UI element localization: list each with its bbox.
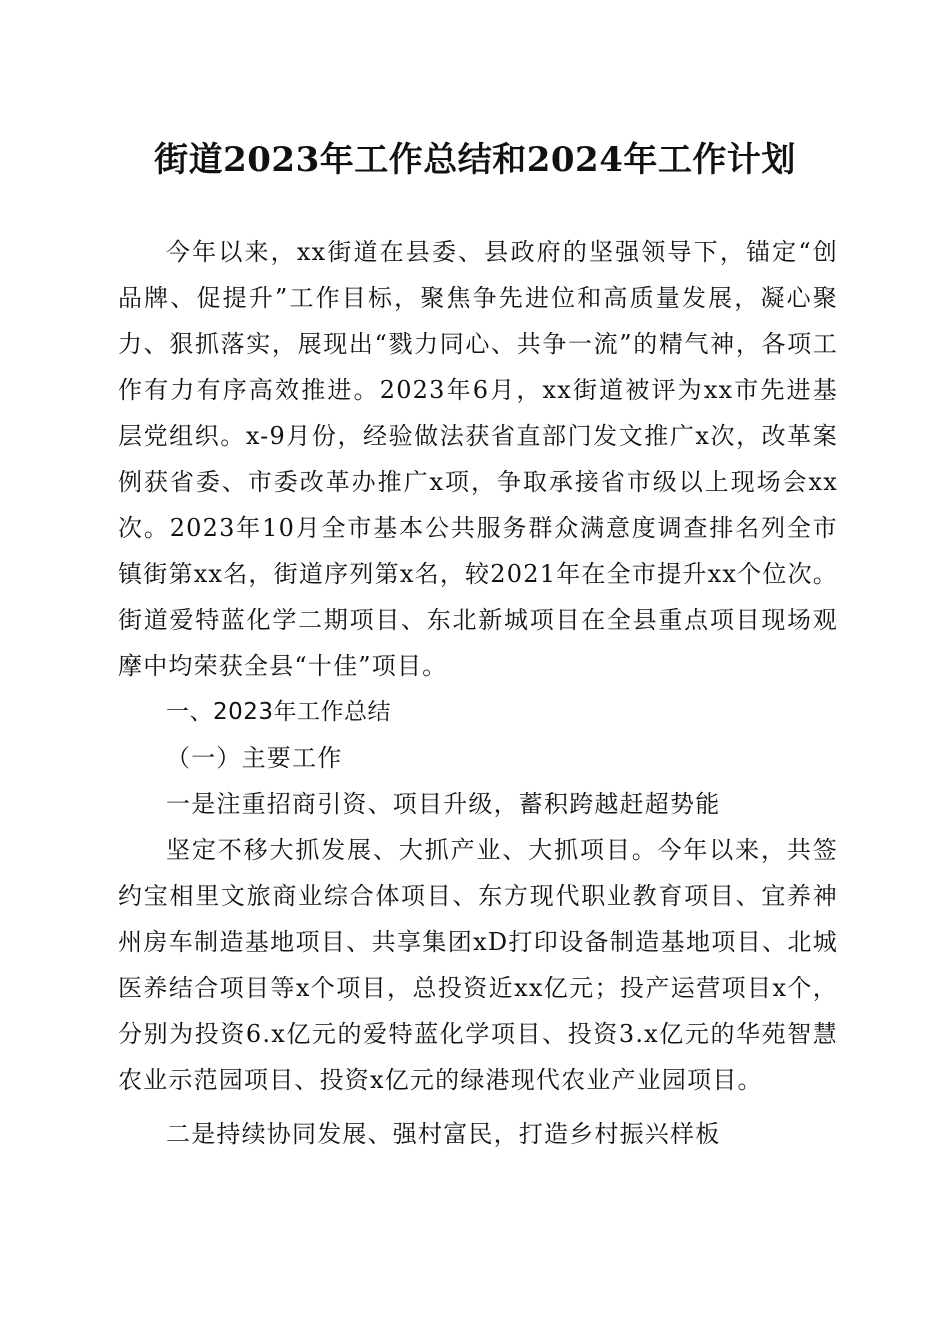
paragraph-gap [118,1103,838,1111]
point-heading-rural-revitalization: 二是持续协同发展、强村富民，打造乡村振兴样板 [166,1120,721,1148]
intro-paragraph: 今年以来，xx街道在县委、县政府的坚强领导下，锚定“创品牌、促提升”工作目标，聚焦争先进位和高质量发展，凝心聚力、狠抓落实，展现出“戮力同心、共争一流”的精气神，各项工作有力有序高效推进。2023年6月，xx街道被评为xx市先进基层党组织。x-9月份，经验做法获省直部门发文推广x次，改革案例获省委、市委改革办推广x项，争取承接省市级以上现场会xx次。2023年10月全市基本公共服务群众满意度调查排名列全市镇街第xx名，街道序列第x名，较2021年在全市提升xx个位次。街道爱特蓝化学二期项目、东北新城项目在全县重点项目现场观摩中均荣获全县“十佳”项目。 [118,238,838,680]
subsection-heading-main-work: （一）主要工作 [166,744,343,772]
document-title: 街道2023年工作总结和2024年工作计划 [154,140,796,180]
document-body [118,229,838,1157]
point-heading-investment: 一是注重招商引资、项目升级，蓄积跨越赶超势能 [166,790,721,818]
section-heading-work-summary: 一、2023年工作总结 [166,699,392,725]
investment-paragraph: 坚定不移大抓发展、大抓产业、大抓项目。今年以来，共签约宝相里文旅商业综合体项目、东方现代职业教育项目、宜养神州房车制造基地项目、共享集团xD打印设备制造基地项目、北城医养结合项目等x个项目，总投资近xx亿元；投产运营项目x个，分别为投资6.x亿元的爱特蓝化学项目、投资3.x亿元的华苑智慧农业示范园项目、投资x亿元的绿港现代农业产业园项目。 [118,836,838,1094]
